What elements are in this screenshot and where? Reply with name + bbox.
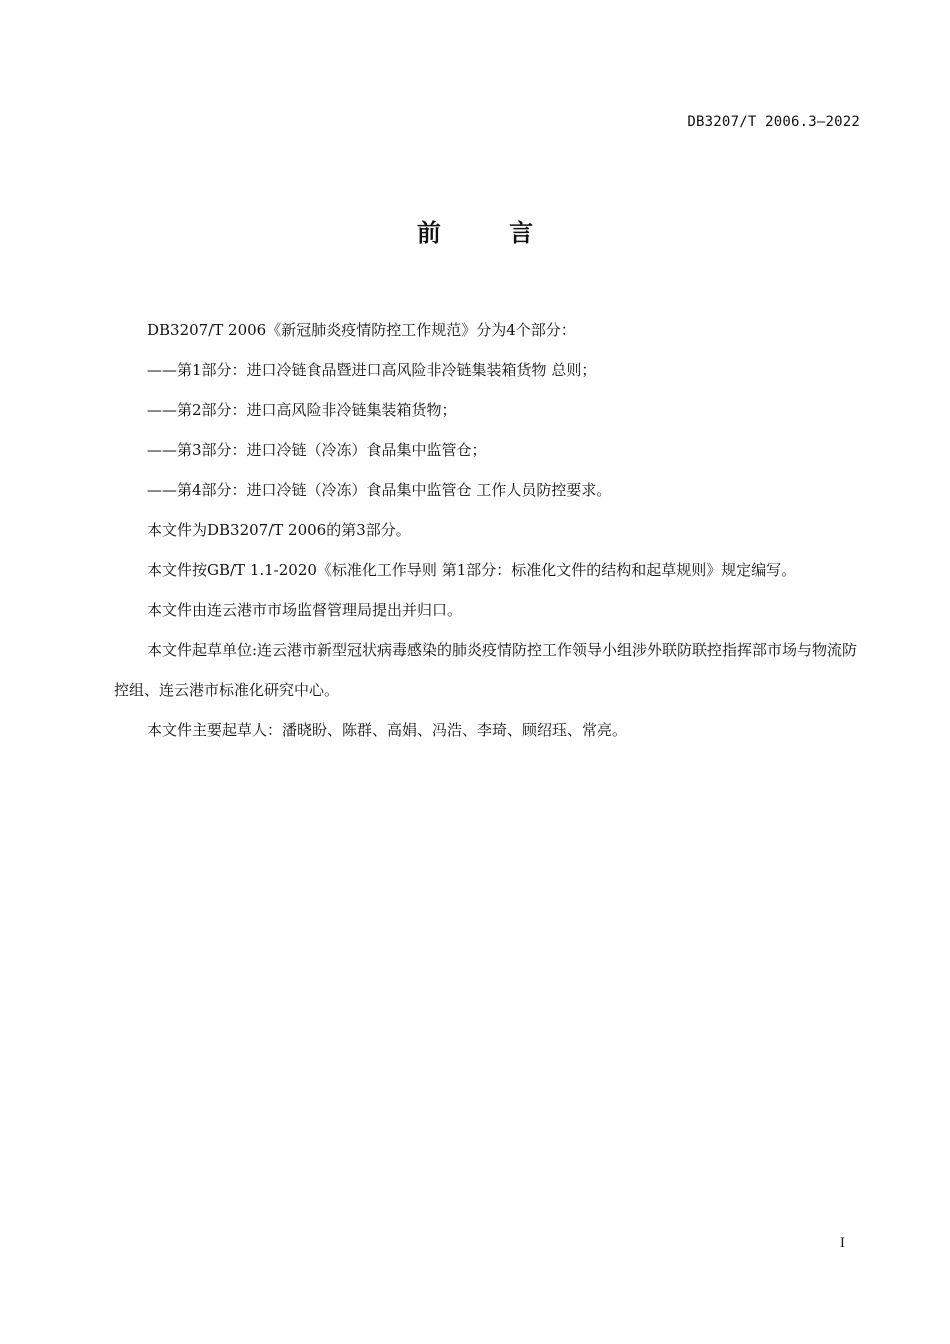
standard-code: DB3207/T 2006.3—2022 bbox=[687, 114, 860, 130]
paragraph-drafting-rules: 本文件按GB/T 1.1-2020《标准化工作导则 第1部分：标准化文件的结构和起草规则》规定编写。 bbox=[147, 561, 797, 579]
paragraph-drafters: 本文件主要起草人：潘晓盼、陈群、高娟、冯浩、李琦、顾绍珏、常亮。 bbox=[147, 721, 628, 739]
paragraph-proposer: 本文件由连云港市市场监督管理局提出并归口。 bbox=[147, 601, 463, 619]
foreword-body bbox=[114, 310, 860, 750]
paragraph-intro: DB3207/T 2006《新冠肺炎疫情防控工作规范》分为4个部分： bbox=[147, 321, 576, 339]
page-number: I bbox=[839, 1236, 845, 1251]
list-item-part-4: ——第4部分：进口冷链（冷冻）食品集中监管仓 工作人员防控要求。 bbox=[147, 481, 612, 499]
paragraph-drafting-units: 本文件起草单位:连云港市新型冠状病毒感染的肺炎疫情防控工作领导小组涉外联防联控指挥部市场与物流防控组、连云港市标准化研究中心。 bbox=[114, 641, 858, 699]
paragraph-part-statement: 本文件为DB3207/T 2006的第3部分。 bbox=[147, 521, 411, 539]
list-item-part-2: ——第2部分：进口高风险非冷链集装箱货物； bbox=[147, 401, 457, 419]
list-item-part-3: ——第3部分：进口冷链（冷冻）食品集中监管仓； bbox=[147, 441, 487, 459]
page-title: 前 言 bbox=[416, 219, 564, 247]
list-item-part-1: ——第1部分：进口冷链食品暨进口高风险非冷链集装箱货物 总则； bbox=[147, 361, 597, 379]
